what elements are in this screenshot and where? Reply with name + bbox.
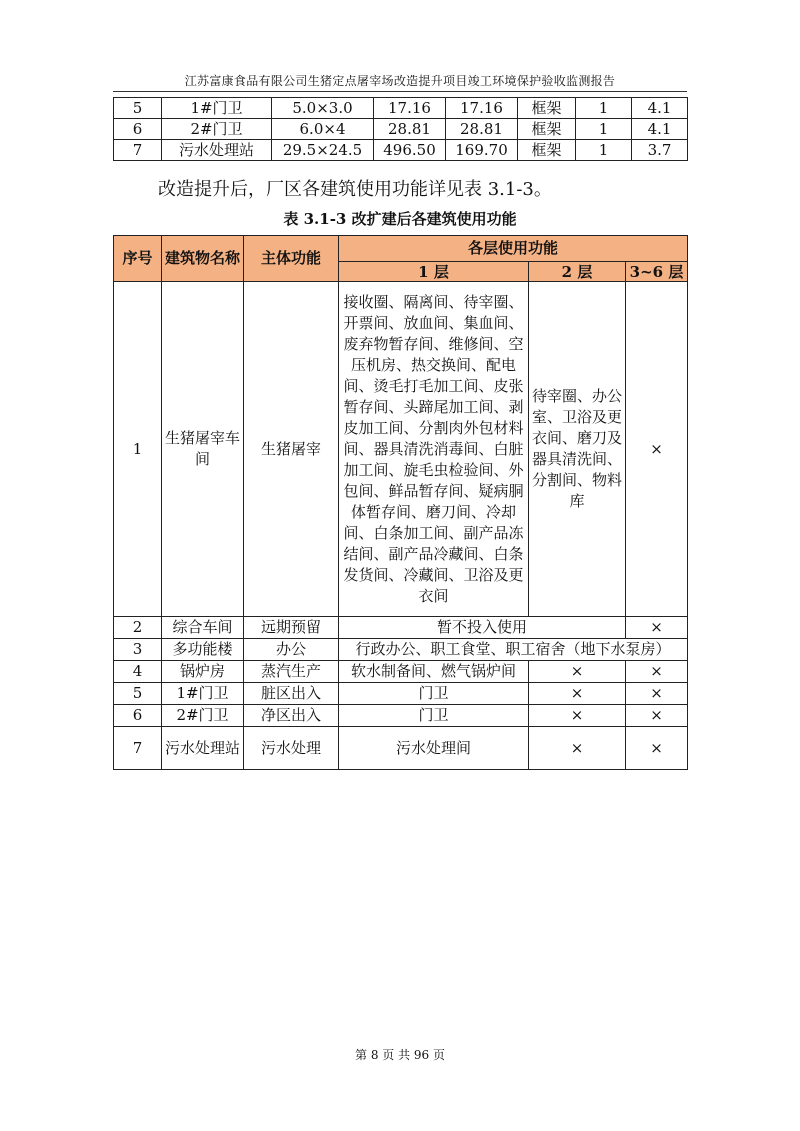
header-floor2: 2 层 xyxy=(529,262,626,282)
cell-name: 污水处理站 xyxy=(162,727,244,770)
header-floors-group: 各层使用功能 xyxy=(339,236,688,262)
cell-name: 污水处理站 xyxy=(162,140,272,161)
cell-name: 2#门卫 xyxy=(162,705,244,727)
cell-floor1: 接收圈、隔离间、待宰圈、开票间、放血间、集血间、废弃物暂存间、维修间、空压机房、热交换间、配电间、烫毛打毛加工间、皮张暂存间、头蹄尾加工间、剥皮加工间、分割肉外包材料间、器具清洗消毒间、白脏加工间、旋毛虫检验间、外包间、鲜品暂存间、疑病胴体暂存间、磨刀间、冷却间、白条加工间、副产品冻结间、副产品冷藏间、白条发货间、冷藏间、卫浴及更衣间 xyxy=(339,282,529,617)
table-row xyxy=(114,282,688,617)
table-row xyxy=(114,727,688,770)
cell-area: 17.16 xyxy=(446,98,518,119)
cell-no: 5 xyxy=(114,683,162,705)
table-header-row xyxy=(114,236,688,262)
table-row xyxy=(114,639,688,661)
cell-no: 2 xyxy=(114,617,162,639)
cell-floor3-6: × xyxy=(626,683,688,705)
cell-floor2: × xyxy=(529,683,626,705)
cell-floor1-2: 暂不投入使用 xyxy=(339,617,626,639)
header-function: 主体功能 xyxy=(244,236,339,282)
cell-height: 4.1 xyxy=(632,119,688,140)
cell-area: 28.81 xyxy=(374,119,446,140)
cell-area: 496.50 xyxy=(374,140,446,161)
cell-size: 6.0×4 xyxy=(272,119,374,140)
cell-floor2: 待宰圈、办公室、卫浴及更衣间、磨刀及器具清洗间、分割间、物料库 xyxy=(529,282,626,617)
cell-floor-all: 行政办公、职工食堂、职工宿舍（地下水泵房） xyxy=(339,639,688,661)
header-floor1: 1 层 xyxy=(339,262,529,282)
cell-name: 1#门卫 xyxy=(162,98,272,119)
cell-floor3-6: × xyxy=(626,661,688,683)
building-function-table xyxy=(113,235,688,770)
cell-floors: 1 xyxy=(576,98,632,119)
building-table-continued xyxy=(113,97,688,161)
cell-area: 169.70 xyxy=(446,140,518,161)
cell-structure: 框架 xyxy=(518,119,576,140)
cell-no: 1 xyxy=(114,282,162,617)
cell-floor2: × xyxy=(529,727,626,770)
table-row xyxy=(114,661,688,683)
cell-function: 办公 xyxy=(244,639,339,661)
cell-floor2: × xyxy=(529,705,626,727)
cell-area: 17.16 xyxy=(374,98,446,119)
header-divider xyxy=(113,91,687,92)
cell-function: 净区出入 xyxy=(244,705,339,727)
header-floor3-6: 3~6 层 xyxy=(626,262,688,282)
cell-floor1: 软水制备间、燃气锅炉间 xyxy=(339,661,529,683)
page-header: 江苏富康食品有限公司生猪定点屠宰场改造提升项目竣工环境保护验收监测报告 xyxy=(184,74,616,88)
cell-structure: 框架 xyxy=(518,140,576,161)
cell-floor3-6: × xyxy=(626,617,688,639)
cell-name: 1#门卫 xyxy=(162,683,244,705)
cell-floors: 1 xyxy=(576,140,632,161)
table-row xyxy=(114,683,688,705)
cell-no: 5 xyxy=(114,98,162,119)
cell-floor3-6: × xyxy=(626,705,688,727)
cell-function: 生猪屠宰 xyxy=(244,282,339,617)
page-number: 第 8 页 共 96 页 xyxy=(355,1048,445,1062)
cell-name: 锅炉房 xyxy=(162,661,244,683)
cell-size: 5.0×3.0 xyxy=(272,98,374,119)
header-no: 序号 xyxy=(114,236,162,282)
cell-name: 多功能楼 xyxy=(162,639,244,661)
cell-height: 3.7 xyxy=(632,140,688,161)
cell-floors: 1 xyxy=(576,119,632,140)
cell-function: 蒸汽生产 xyxy=(244,661,339,683)
table-row xyxy=(114,119,688,140)
cell-no: 6 xyxy=(114,705,162,727)
cell-function: 远期预留 xyxy=(244,617,339,639)
intro-paragraph: 改造提升后，厂区各建筑使用功能详见表 3.1-3。 xyxy=(158,179,552,200)
cell-floor3-6: × xyxy=(626,282,688,617)
cell-name: 2#门卫 xyxy=(162,119,272,140)
cell-size: 29.5×24.5 xyxy=(272,140,374,161)
cell-floor3-6: × xyxy=(626,727,688,770)
cell-structure: 框架 xyxy=(518,98,576,119)
cell-no: 7 xyxy=(114,727,162,770)
cell-area: 28.81 xyxy=(446,119,518,140)
table-row xyxy=(114,617,688,639)
cell-floor1: 门卫 xyxy=(339,705,529,727)
cell-no: 3 xyxy=(114,639,162,661)
cell-no: 4 xyxy=(114,661,162,683)
cell-floor1: 污水处理间 xyxy=(339,727,529,770)
cell-floor1: 门卫 xyxy=(339,683,529,705)
cell-function: 脏区出入 xyxy=(244,683,339,705)
cell-no: 6 xyxy=(114,119,162,140)
header-name: 建筑物名称 xyxy=(162,236,244,282)
table-row xyxy=(114,705,688,727)
table-row xyxy=(114,98,688,119)
table-caption: 表 3.1-3 改扩建后各建筑使用功能 xyxy=(283,210,517,228)
cell-name: 综合车间 xyxy=(162,617,244,639)
cell-function: 污水处理 xyxy=(244,727,339,770)
cell-no: 7 xyxy=(114,140,162,161)
cell-floor2: × xyxy=(529,661,626,683)
cell-height: 4.1 xyxy=(632,98,688,119)
table-row xyxy=(114,140,688,161)
cell-name: 生猪屠宰车间 xyxy=(162,282,244,617)
